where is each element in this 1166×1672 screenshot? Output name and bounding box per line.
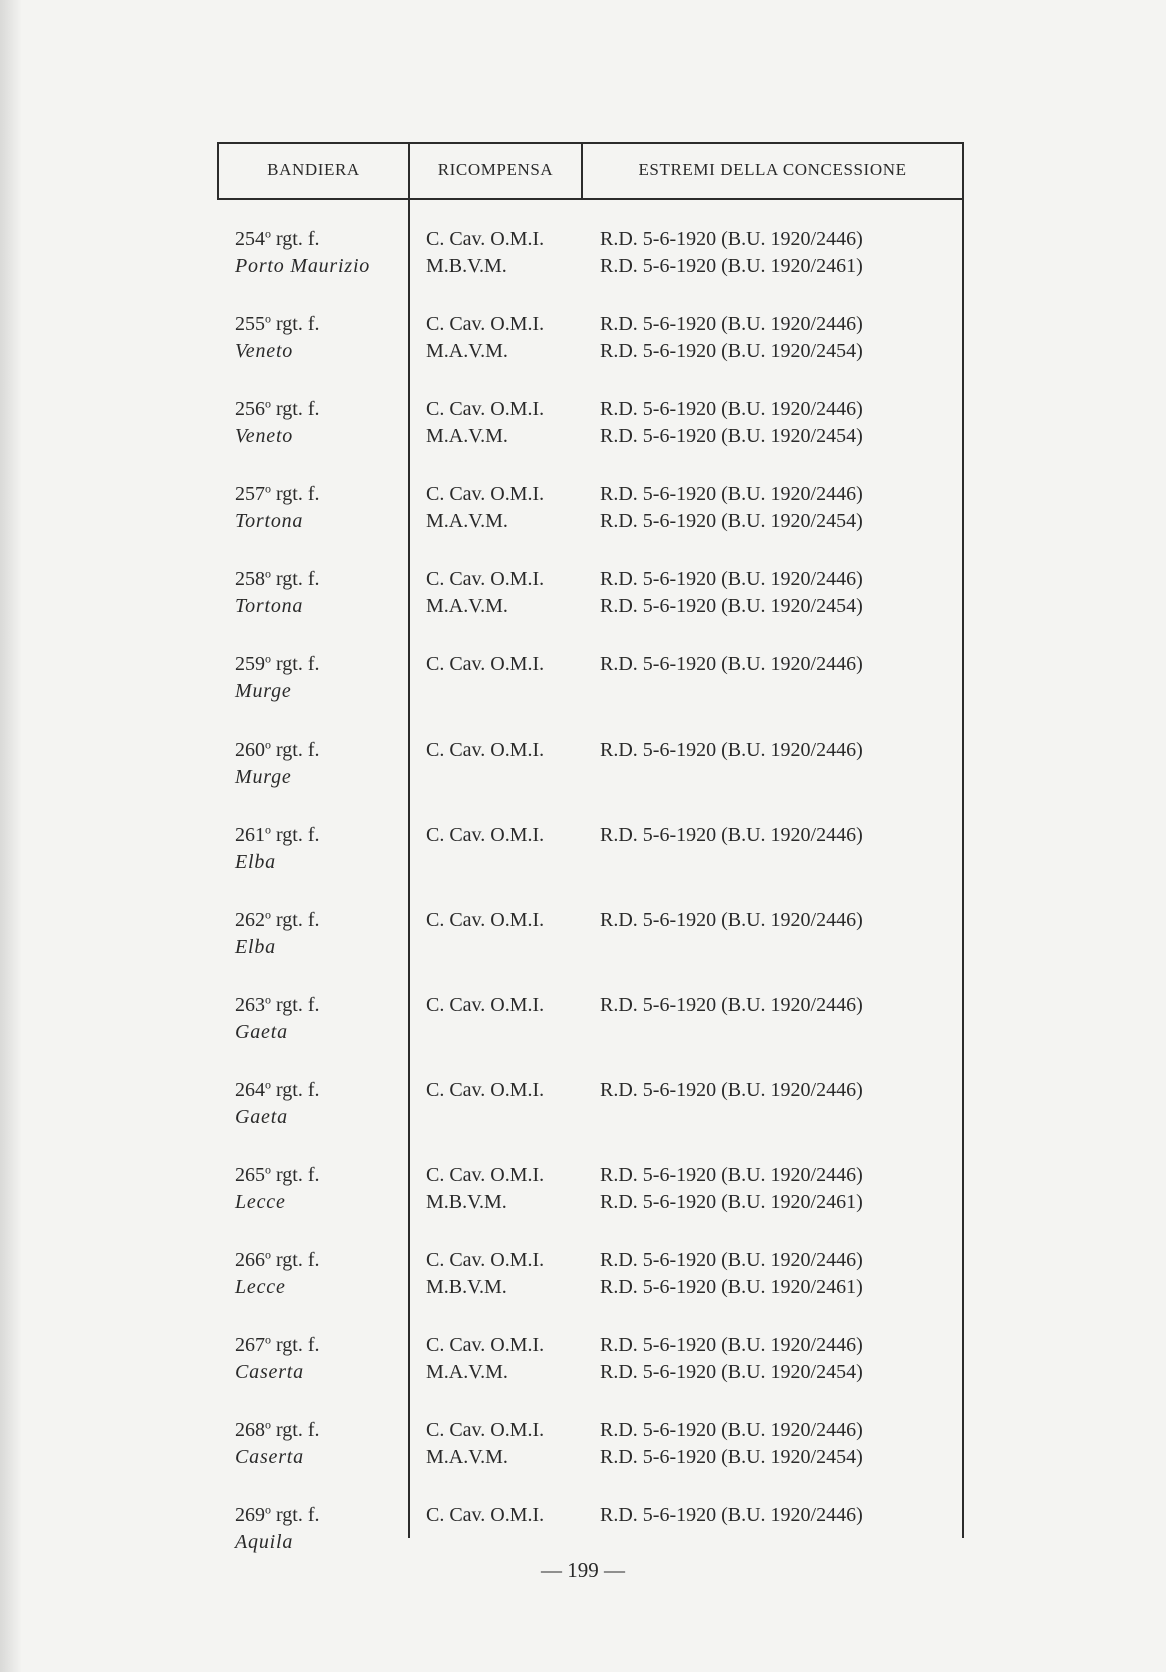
- estremi-cell: [600, 651, 960, 678]
- award-entry: C. Cav. O.M.I.: [426, 1419, 545, 1442]
- brigade-name: Murge: [235, 680, 292, 703]
- bandiera-cell: [235, 822, 405, 876]
- table-row: [217, 651, 964, 736]
- decree-reference: R.D. 5-6-1920 (B.U. 1920/2446): [600, 313, 863, 336]
- ricompensa-cell: [426, 566, 576, 620]
- table-row: [217, 396, 964, 481]
- table-row: [217, 1332, 964, 1417]
- decree-reference: R.D. 5-6-1920 (B.U. 1920/2461): [600, 1191, 863, 1214]
- brigade-name: Porto Maurizio: [235, 255, 371, 277]
- ricompensa-cell: [426, 1247, 576, 1301]
- award-entry: C. Cav. O.M.I.: [426, 993, 545, 1016]
- decree-reference: R.D. 5-6-1920 (B.U. 1920/2446): [600, 823, 863, 846]
- bandiera-cell: [235, 1247, 405, 1301]
- brigade-name: Veneto: [235, 340, 294, 363]
- bandiera-cell: [235, 992, 405, 1046]
- decree-reference: R.D. 5-6-1920 (B.U. 1920/2454): [600, 510, 863, 533]
- award-entry: C. Cav. O.M.I.: [426, 1504, 545, 1527]
- award-entry: C. Cav. O.M.I.: [426, 908, 545, 931]
- ricompensa-cell: [426, 1077, 576, 1104]
- page-number: — 199 —: [541, 1558, 625, 1582]
- estremi-cell: [600, 396, 960, 450]
- estremi-cell: [600, 1247, 960, 1301]
- bandiera-cell: [235, 737, 405, 791]
- decree-reference: R.D. 5-6-1920 (B.U. 1920/2454): [600, 340, 863, 363]
- regiment-label: 257$^o$ rgt. f.: [235, 481, 320, 506]
- bandiera-cell: [235, 481, 405, 535]
- ricompensa-cell: [426, 737, 576, 764]
- bandiera-cell: [235, 1502, 405, 1556]
- ricompensa-cell: [426, 822, 576, 849]
- award-entry: C. Cav. O.M.I.: [426, 1249, 545, 1272]
- decree-reference: R.D. 5-6-1920 (B.U. 1920/2446): [600, 228, 863, 250]
- table-row: [217, 1247, 964, 1332]
- decree-reference: R.D. 5-6-1920 (B.U. 1920/2446): [600, 1504, 863, 1527]
- ricompensa-cell: [426, 1332, 576, 1386]
- header-ricompensa: RICOMPENSA: [437, 160, 554, 179]
- brigade-name: Caserta: [235, 1361, 304, 1384]
- decree-reference: R.D. 5-6-1920 (B.U. 1920/2446): [600, 1249, 863, 1272]
- bandiera-cell: [235, 1162, 405, 1216]
- brigade-name: Gaeta: [235, 1020, 288, 1043]
- decree-reference: R.D. 5-6-1920 (B.U. 1920/2446): [600, 993, 863, 1016]
- award-entry: M.A.V.M.: [426, 1361, 508, 1384]
- regiment-label: 268$^o$ rgt. f.: [235, 1417, 320, 1442]
- award-entry: M.A.V.M.: [426, 1446, 508, 1469]
- bandiera-cell: [235, 566, 405, 620]
- bandiera-cell: [235, 1077, 405, 1131]
- header-bandiera: BANDIERA: [267, 160, 360, 179]
- table-row: [217, 1417, 964, 1502]
- table-row: [217, 566, 964, 651]
- brigade-name: Aquila: [235, 1531, 294, 1554]
- bandiera-cell: [235, 1332, 405, 1386]
- brigade-name: Elba: [235, 850, 276, 873]
- award-entry: C. Cav. O.M.I.: [426, 1164, 545, 1187]
- brigade-name: Veneto: [235, 425, 294, 448]
- table-top-rule: [217, 142, 964, 144]
- estremi-cell: [600, 311, 960, 365]
- brigade-name: Caserta: [235, 1446, 304, 1469]
- decree-reference: R.D. 5-6-1920 (B.U. 1920/2461): [600, 1276, 863, 1299]
- estremi-cell: [600, 737, 960, 764]
- regiment-label: 264$^o$ rgt. f.: [235, 1077, 320, 1101]
- bandiera-cell: [235, 396, 405, 450]
- decree-reference: R.D. 5-6-1920 (B.U. 1920/2446): [600, 398, 863, 421]
- award-entry: M.A.V.M.: [426, 510, 508, 533]
- award-entry: C. Cav. O.M.I.: [426, 483, 545, 506]
- table-row: [217, 226, 964, 311]
- regiment-label: 265$^o$ rgt. f.: [235, 1162, 320, 1187]
- regiment-label: 267$^o$ rgt. f.: [235, 1332, 320, 1357]
- brigade-name: Tortona: [235, 510, 304, 533]
- estremi-cell: [600, 1417, 960, 1471]
- table-row: [217, 822, 964, 907]
- regiment-label: 263$^o$ rgt. f.: [235, 992, 320, 1016]
- award-entry: C. Cav. O.M.I.: [426, 653, 545, 676]
- estremi-cell: [600, 566, 960, 620]
- ricompensa-cell: [426, 226, 576, 280]
- award-entry: M.B.V.M.: [426, 1191, 507, 1214]
- award-entry: C. Cav. O.M.I.: [426, 313, 545, 336]
- regiment-label: 258$^o$ rgt. f.: [235, 566, 320, 591]
- award-entry: M.A.V.M.: [426, 425, 508, 448]
- table-row: [217, 311, 964, 396]
- ricompensa-cell: [426, 651, 576, 678]
- bandiera-cell: [235, 311, 405, 365]
- award-entry: M.A.V.M.: [426, 595, 508, 618]
- award-entry: M.B.V.M.: [426, 1276, 507, 1299]
- estremi-cell: [600, 992, 960, 1019]
- ricompensa-cell: [426, 907, 576, 934]
- ricompensa-cell: [426, 481, 576, 535]
- header-estremi: ESTREMI DELLA CONCESSIONE: [638, 160, 907, 179]
- award-entry: C. Cav. O.M.I.: [426, 1334, 545, 1357]
- regiment-label: 266$^o$ rgt. f.: [235, 1247, 320, 1272]
- decree-reference: R.D. 5-6-1920 (B.U. 1920/2446): [600, 568, 863, 591]
- decree-reference: R.D. 5-6-1920 (B.U. 1920/2454): [600, 595, 863, 618]
- brigade-name: Murge: [235, 765, 292, 788]
- regiment-label: 269$^o$ rgt. f.: [235, 1502, 320, 1527]
- decorations-table: [217, 142, 964, 1554]
- decree-reference: R.D. 5-6-1920 (B.U. 1920/2446): [600, 1078, 863, 1101]
- estremi-cell: [600, 1077, 960, 1104]
- ricompensa-cell: [426, 311, 576, 365]
- ricompensa-cell: [426, 396, 576, 450]
- brigade-name: Gaeta: [235, 1105, 288, 1128]
- ricompensa-cell: [426, 1417, 576, 1471]
- ricompensa-cell: [426, 1162, 576, 1216]
- regiment-label: 255$^o$ rgt. f.: [235, 311, 320, 336]
- ricompensa-cell: [426, 1502, 576, 1529]
- bandiera-cell: [235, 1417, 405, 1471]
- page-edge-shadow: [0, 0, 22, 1672]
- decree-reference: R.D. 5-6-1920 (B.U. 1920/2461): [600, 255, 863, 277]
- brigade-name: Elba: [235, 935, 276, 958]
- decree-reference: R.D. 5-6-1920 (B.U. 1920/2454): [600, 1446, 863, 1469]
- estremi-cell: [600, 907, 960, 934]
- regiment-label: 261$^o$ rgt. f.: [235, 822, 320, 846]
- bandiera-cell: [235, 907, 405, 961]
- estremi-cell: [600, 1502, 960, 1529]
- table-body: [217, 226, 964, 1588]
- award-entry: M.B.V.M.: [426, 255, 507, 277]
- brigade-name: Lecce: [235, 1276, 286, 1299]
- decree-reference: R.D. 5-6-1920 (B.U. 1920/2446): [600, 908, 863, 931]
- table-row: [217, 1162, 964, 1247]
- bandiera-cell: [235, 651, 405, 705]
- header-bottom-rule: [217, 198, 964, 200]
- award-entry: C. Cav. O.M.I.: [426, 823, 545, 846]
- table-row: [217, 992, 964, 1077]
- award-entry: C. Cav. O.M.I.: [426, 568, 545, 591]
- decree-reference: R.D. 5-6-1920 (B.U. 1920/2446): [600, 1419, 863, 1442]
- decree-reference: R.D. 5-6-1920 (B.U. 1920/2446): [600, 1334, 863, 1357]
- regiment-label: 254$^o$ rgt. f.: [235, 226, 320, 250]
- decree-reference: R.D. 5-6-1920 (B.U. 1920/2446): [600, 483, 863, 506]
- brigade-name: Lecce: [235, 1191, 286, 1214]
- decree-reference: R.D. 5-6-1920 (B.U. 1920/2454): [600, 1361, 863, 1384]
- decree-reference: R.D. 5-6-1920 (B.U. 1920/2454): [600, 425, 863, 448]
- brigade-name: Tortona: [235, 595, 304, 618]
- estremi-cell: [600, 1332, 960, 1386]
- award-entry: M.A.V.M.: [426, 340, 508, 363]
- regiment-label: 256$^o$ rgt. f.: [235, 396, 320, 421]
- bandiera-cell: [235, 226, 405, 280]
- table-row: [217, 1077, 964, 1162]
- decree-reference: R.D. 5-6-1920 (B.U. 1920/2446): [600, 738, 863, 761]
- regiment-label: 262$^o$ rgt. f.: [235, 907, 320, 931]
- regiment-label: 260$^o$ rgt. f.: [235, 736, 320, 761]
- estremi-cell: [600, 481, 960, 535]
- award-entry: C. Cav. O.M.I.: [426, 228, 545, 250]
- decree-reference: R.D. 5-6-1920 (B.U. 1920/2446): [600, 1164, 863, 1187]
- table-row: [217, 481, 964, 566]
- table-row: [217, 737, 964, 822]
- estremi-cell: [600, 822, 960, 849]
- ricompensa-cell: [426, 992, 576, 1019]
- estremi-cell: [600, 1162, 960, 1216]
- decree-reference: R.D. 5-6-1920 (B.U. 1920/2446): [600, 653, 863, 676]
- regiment-label: 259$^o$ rgt. f.: [235, 651, 320, 676]
- award-entry: C. Cav. O.M.I.: [426, 1078, 545, 1101]
- estremi-cell: [600, 226, 960, 280]
- award-entry: C. Cav. O.M.I.: [426, 398, 545, 421]
- table-row: [217, 907, 964, 992]
- award-entry: C. Cav. O.M.I.: [426, 738, 545, 761]
